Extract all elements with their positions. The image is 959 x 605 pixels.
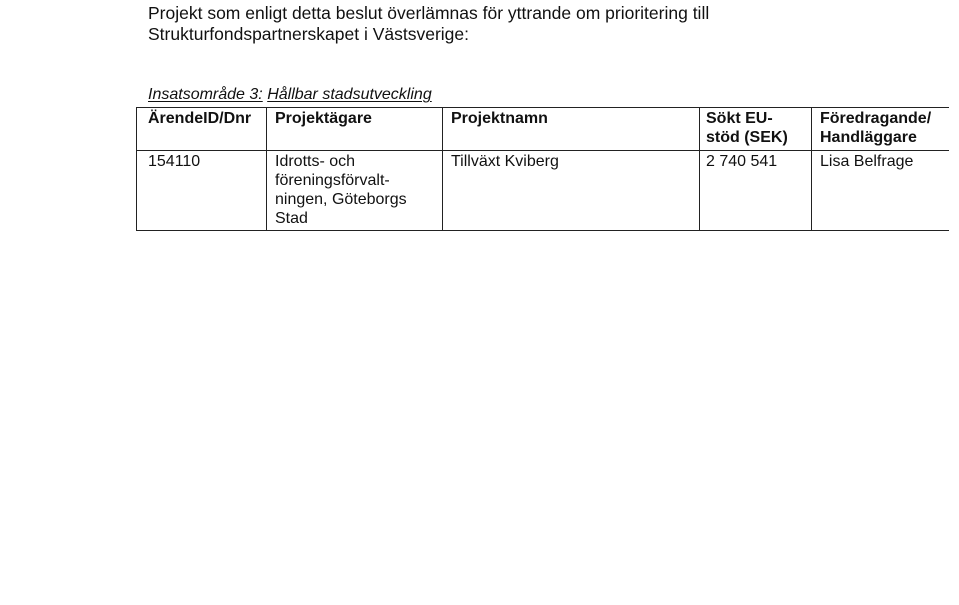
section-heading (148, 86, 432, 104)
table-header-row (137, 108, 949, 151)
intro-line-2: Strukturfondspartnerskapet i Västsverige: (148, 24, 469, 44)
header-foredragande: Föredragande/ Handläggare (812, 108, 949, 151)
cell-sokt-eu-stod: 2 740 541 (700, 151, 812, 231)
intro-line-1: Projekt som enligt detta beslut överlämnas för yttrande om prioritering till (148, 3, 710, 23)
header-projektnamn: Projektnamn (443, 108, 700, 151)
header-sokt-eu-stod: Sökt EU- stöd (SEK) (700, 108, 812, 151)
cell-handlaggare: Lisa Belfrage (812, 151, 949, 231)
projects-table (136, 107, 949, 231)
section-title: Hållbar stadsutveckling (267, 86, 432, 103)
intro-text (148, 3, 928, 45)
cell-arende-id: 154110 (137, 151, 267, 231)
cell-projektagare: Idrotts- och föreningsförvalt- ningen, Göteborgs Stad (267, 151, 443, 231)
section-label: Insatsområde 3: (148, 86, 263, 103)
cell-projektnamn: Tillväxt Kviberg (443, 151, 700, 231)
header-arende-id: ÄrendeID/Dnr (137, 108, 267, 151)
table-row (137, 151, 949, 231)
header-projektagare: Projektägare (267, 108, 443, 151)
